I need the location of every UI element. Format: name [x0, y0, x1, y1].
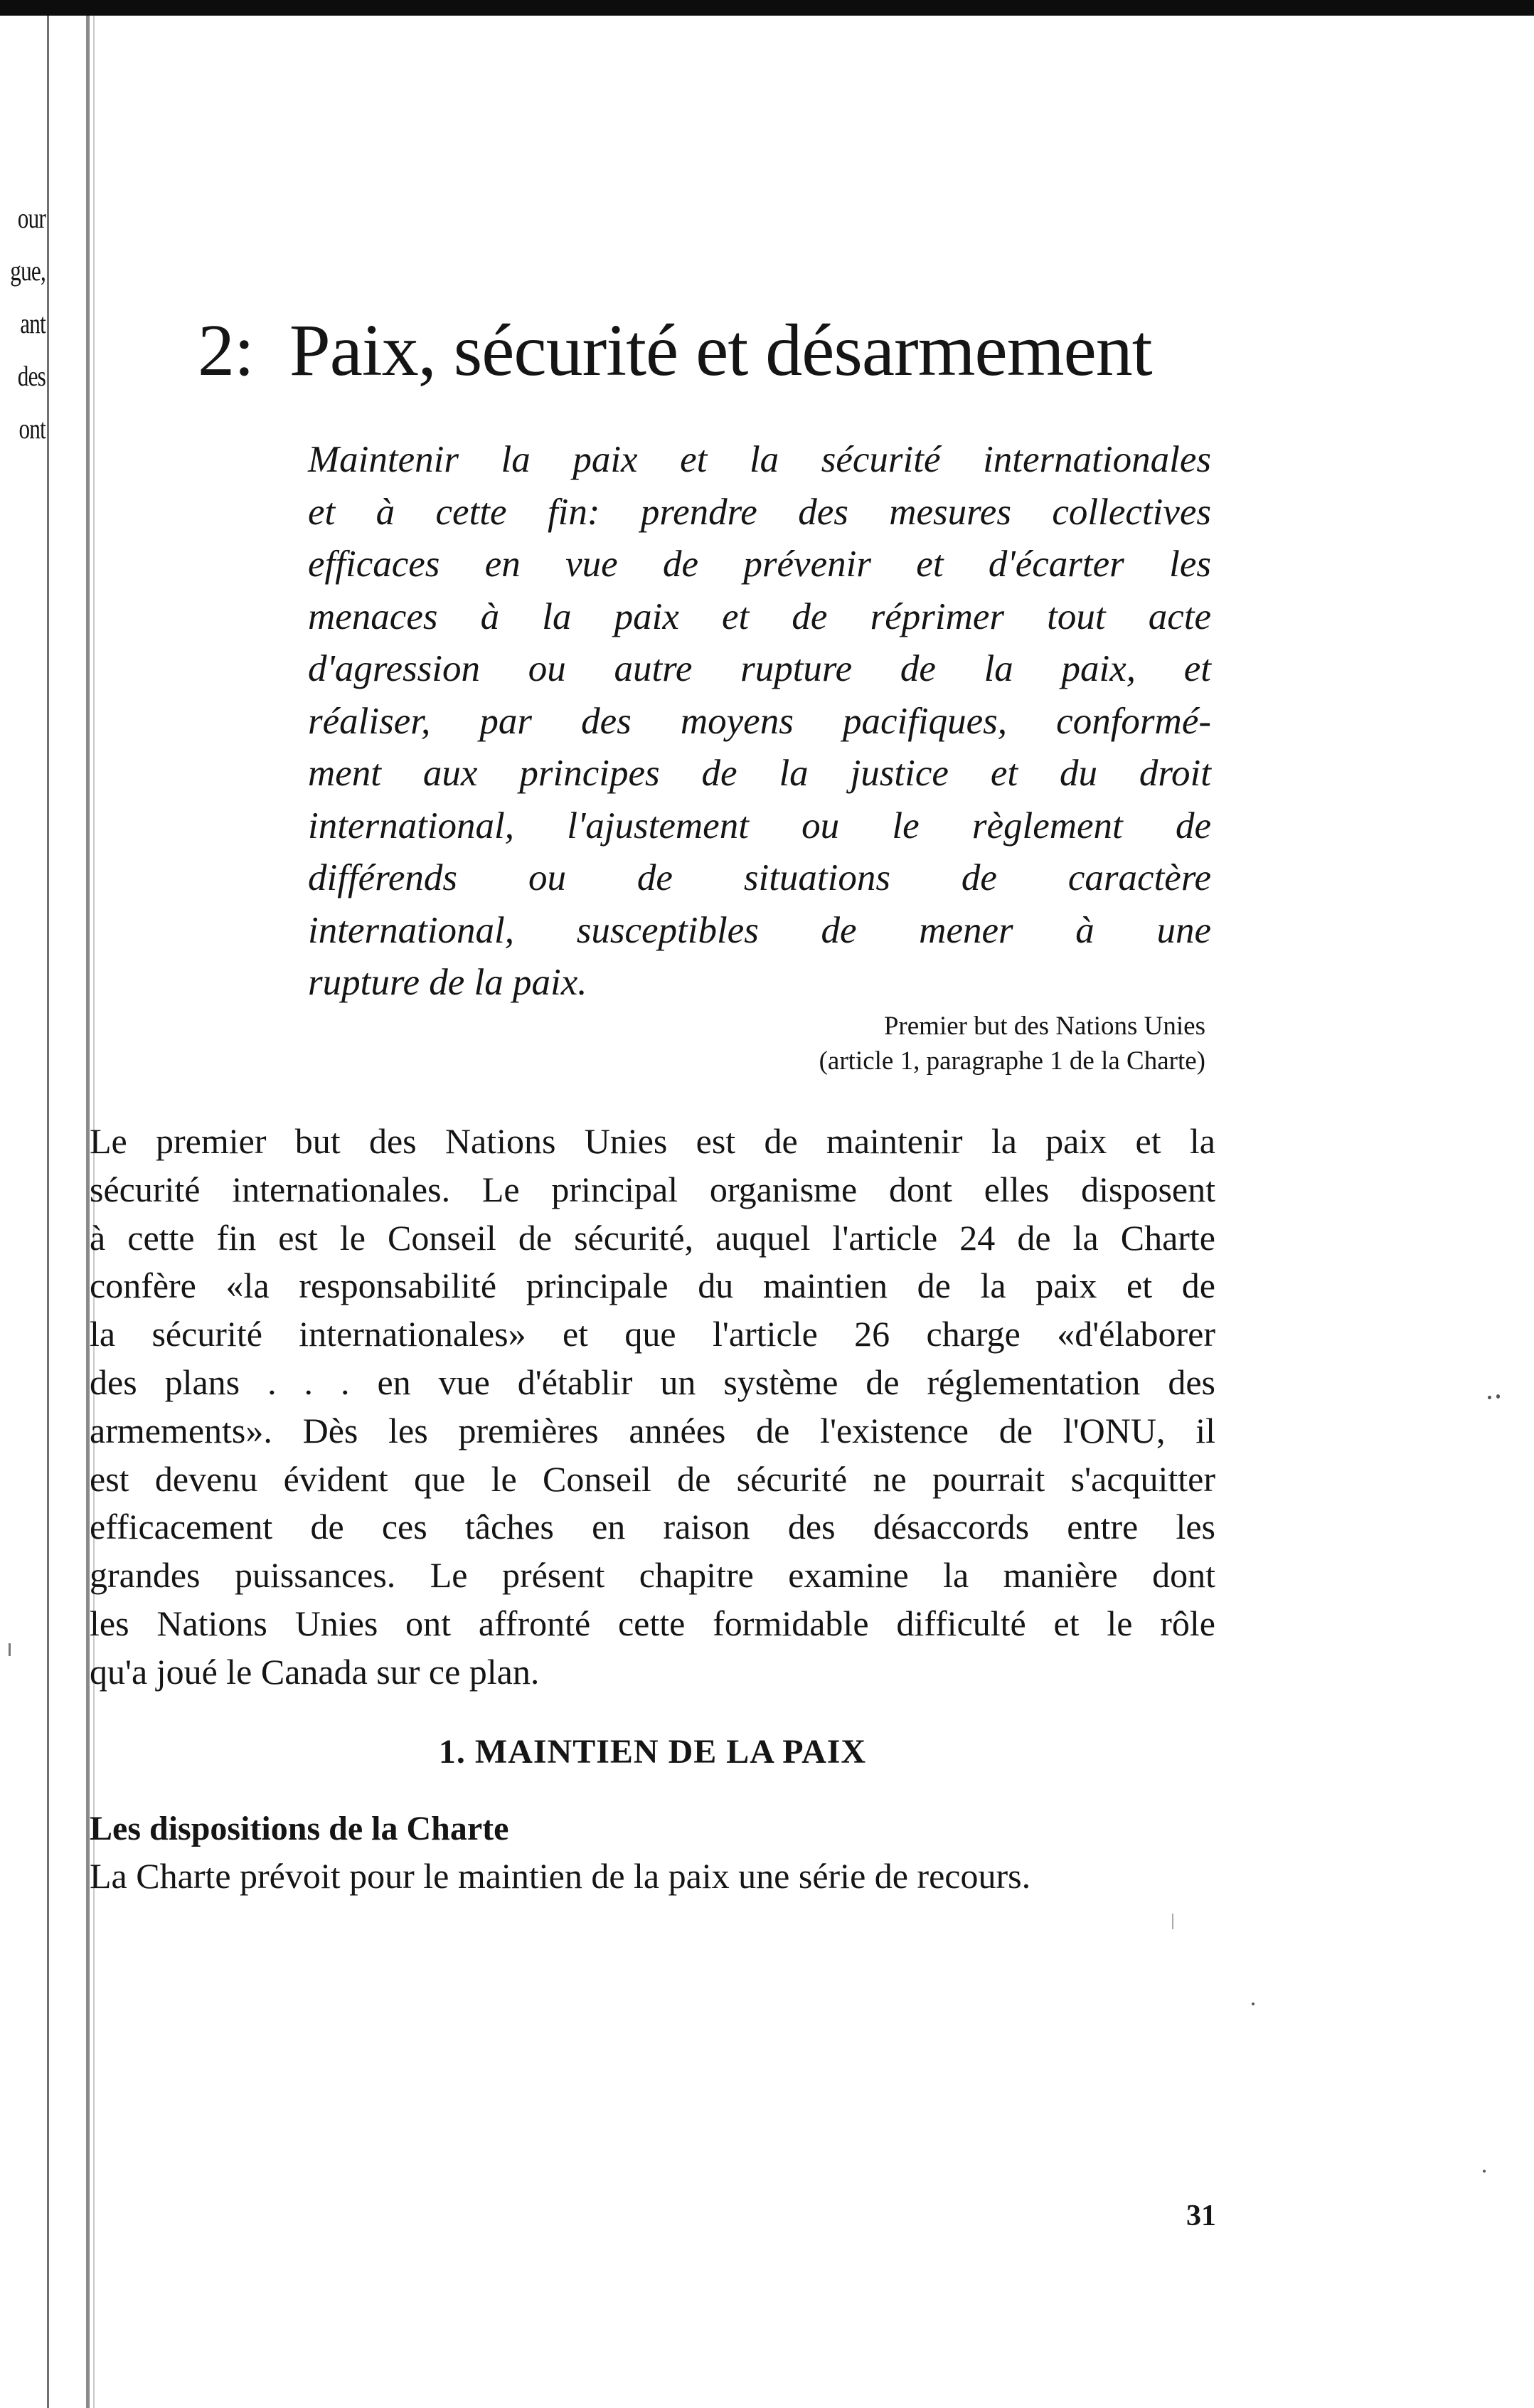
body-line: sécurité internationales. Le principal organisme dont elles disposent: [90, 1169, 1215, 1209]
epigraph-line: et à cette fin: prendre des mesures collectives: [308, 491, 1211, 533]
epigraph-line: d'agression ou autre rupture de la paix, et: [308, 648, 1211, 689]
attribution-line: (article 1, paragraphe 1 de la Charte): [819, 1046, 1205, 1076]
scan-speck: [1252, 2003, 1255, 2005]
scan-speck: [1488, 1396, 1491, 1399]
attribution-line: Premier but des Nations Unies: [883, 1012, 1205, 1041]
epigraph-line: ment aux principes de la justice et du droit: [308, 753, 1211, 794]
scan-top-edge: [0, 0, 1534, 16]
previous-page-fragment: [10, 192, 46, 455]
section-heading: 1. MAINTIEN DE LA PAIX: [438, 1733, 867, 1771]
body-line: à cette fin est le Conseil de sécurité, auquel l'article 24 de la Charte: [90, 1217, 1215, 1258]
page-number: 31: [1186, 2200, 1216, 2232]
chapter-title-text: Paix, sécurité et désarmement: [289, 309, 1152, 391]
fragment-word: des: [17, 360, 46, 392]
subsection-heading: Les dispositions de la Charte: [90, 1810, 509, 1847]
chapter-title: [198, 304, 1229, 397]
body-line: grandes puissances. Le présent chapitre examine la manière dont: [90, 1555, 1215, 1596]
fragment-word: ant: [20, 307, 46, 339]
fragment-word: ont: [18, 413, 46, 445]
scan-speck: [1172, 1914, 1173, 1929]
body-line: est devenu évident que le Conseil de sécurité ne pourrait s'acquitter: [90, 1458, 1215, 1499]
body-line: Le premier but des Nations Unies est de maintenir la paix et la: [90, 1121, 1215, 1161]
epigraph-line: rupture de la paix.: [308, 962, 587, 1003]
fragment-word: our: [17, 202, 46, 234]
epigraph-line: différends ou de situations de caractère: [308, 857, 1211, 898]
scan-speck: [1483, 2170, 1486, 2173]
epigraph-quote: [308, 434, 1211, 1009]
epigraph-attribution: [640, 1009, 1205, 1078]
scan-gutter-line: [47, 16, 49, 2408]
body-line: qu'a joué le Canada sur ce plan.: [90, 1651, 540, 1692]
fragment-word: gue,: [10, 255, 46, 287]
body-line: confère «la responsabilité principale du maintien de la paix et de: [90, 1266, 1215, 1306]
body-paragraph: [90, 1118, 1215, 1697]
epigraph-line: efficaces en vue de prévenir et d'écarter les: [308, 543, 1211, 585]
scan-speck: [1496, 1394, 1500, 1399]
scan-speck: [9, 1643, 11, 1656]
chapter-number: 2:: [198, 309, 254, 391]
epigraph-line: Maintenir la paix et la sécurité internationales: [308, 439, 1211, 480]
section-first-line: La Charte prévoit pour le maintien de la paix une série de recours.: [90, 1856, 1031, 1896]
body-line: des plans . . . en vue d'établir un système de réglementation des: [90, 1362, 1215, 1402]
body-line: efficacement de ces tâches en raison des désaccords entre les: [90, 1507, 1215, 1547]
body-line: armements». Dès les premières années de l'existence de l'ONU, il: [90, 1410, 1215, 1450]
epigraph-line: international, l'ajustement ou le règlement de: [308, 805, 1211, 847]
epigraph-line: international, susceptibles de mener à une: [308, 909, 1211, 951]
body-line: les Nations Unies ont affronté cette formidable difficulté et le rôle: [90, 1603, 1215, 1643]
body-line: la sécurité internationales» et que l'article 26 charge «d'élaborer: [90, 1314, 1215, 1354]
epigraph-line: menaces à la paix et de réprimer tout acte: [308, 595, 1211, 637]
epigraph-line: réaliser, par des moyens pacifiques, conformé-: [308, 700, 1211, 742]
